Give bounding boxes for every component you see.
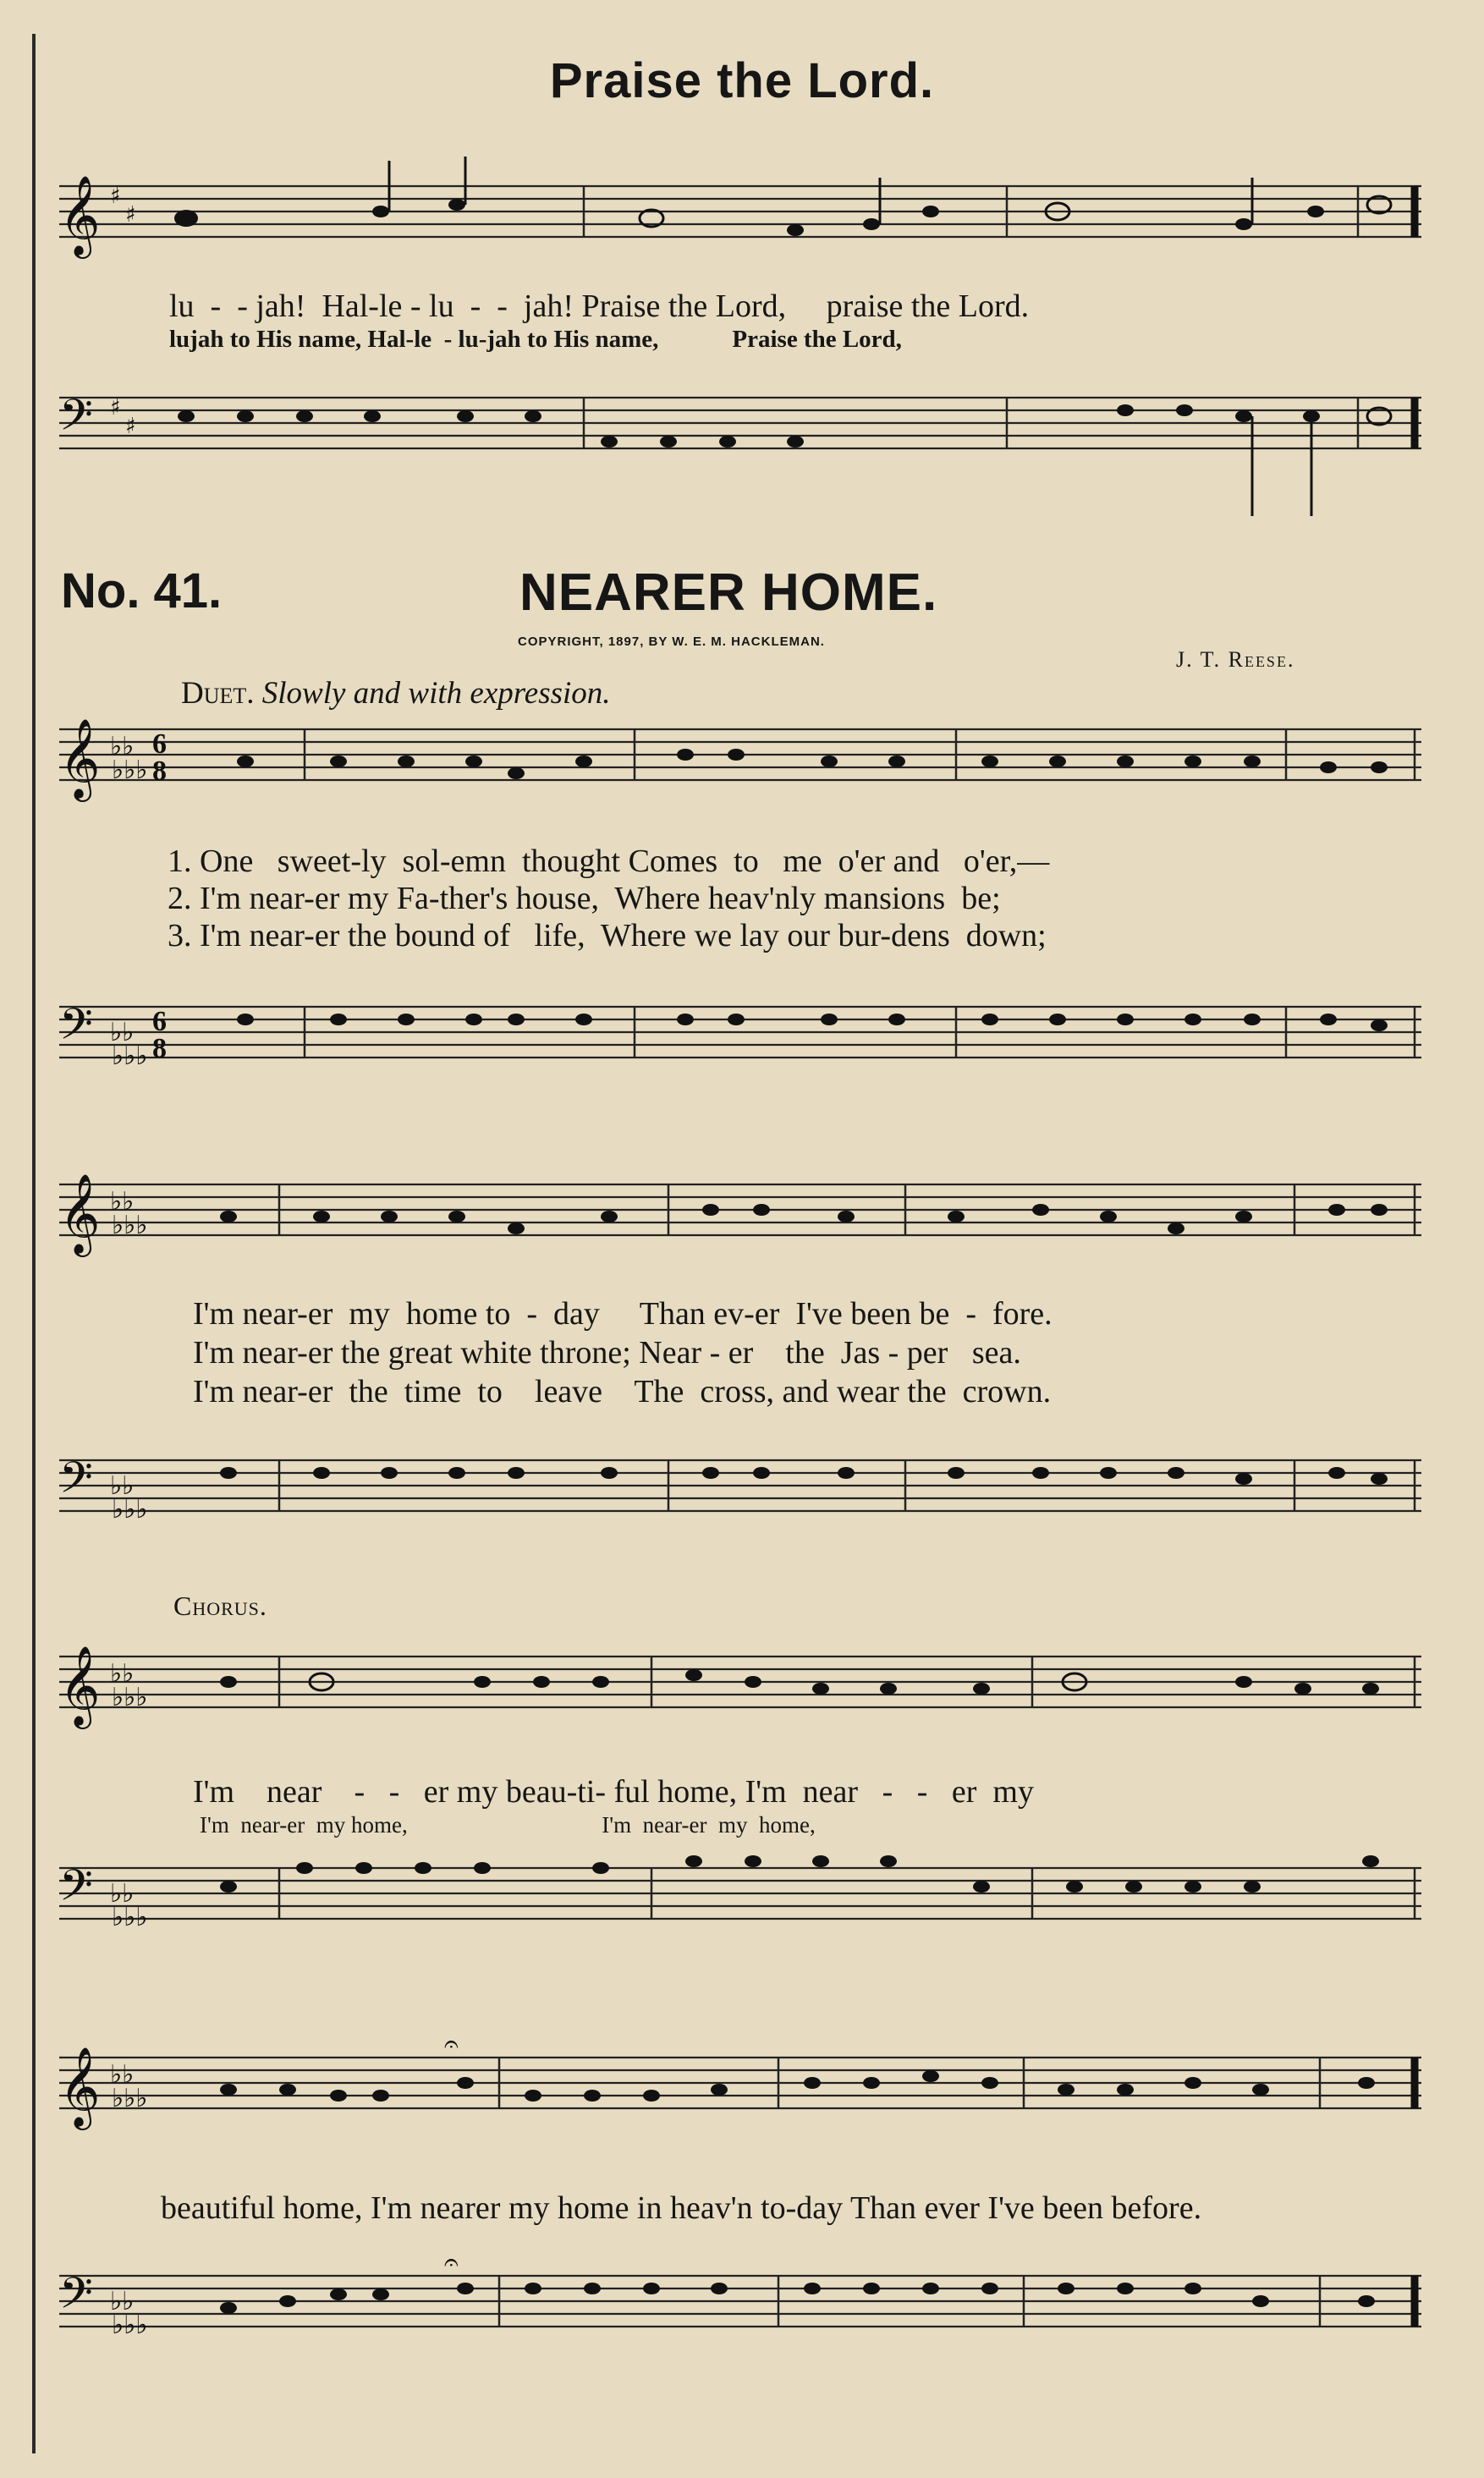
svg-text:8: 8: [152, 1033, 167, 1064]
verse-2-line-2: I'm near-er the great white throne; Near - er the Jas - per sea.: [193, 1335, 1021, 1371]
system1-treble-staff: [59, 718, 1430, 799]
top-bass-staff: [59, 389, 1430, 465]
verses-line1: [168, 843, 1049, 954]
flat-icon: ♭♭♭: [112, 1211, 148, 1240]
chorus1-treble-staff: [59, 1646, 1430, 1726]
fermata-icon: 𝄐: [444, 2030, 459, 2059]
flat-icon: ♭♭: [110, 732, 135, 761]
treble-clef-icon: 𝄞: [59, 2047, 101, 2127]
chorus2-treble-staff: [59, 2030, 1430, 2127]
chorus-label: Chorus.: [173, 1591, 267, 1621]
sharp-icon: ♯: [125, 414, 136, 439]
treble-clef-icon: 𝄞: [59, 718, 101, 799]
hymn-voicing-tempo: [181, 675, 611, 712]
treble-clef-icon: 𝄞: [59, 175, 101, 255]
hymn-copyright: COPYRIGHT, 1897, BY W. E. M. HACKLEMAN.: [518, 635, 825, 649]
top-treble-staff: [59, 175, 1430, 255]
system1-bass-staff: [59, 998, 1430, 1074]
chorus-echo-line: I'm near-er my home, I'm near-er my home,: [200, 1812, 816, 1838]
flat-icon: ♭♭: [110, 1187, 135, 1217]
fermata-icon: 𝄐: [444, 2248, 459, 2277]
bass-clef-icon: 𝄢: [59, 998, 93, 1060]
treble-clef-icon: 𝄞: [59, 1646, 101, 1726]
chorus-line-1: I'm near - - er my beau-ti- ful home, I'm near - - er my: [193, 1774, 1034, 1810]
sharp-icon: ♯: [110, 184, 121, 209]
flat-icon: ♭♭♭: [112, 1683, 148, 1712]
hymn-number: No. 41.: [61, 563, 223, 618]
hymn-voicing: Duet.: [181, 676, 255, 711]
svg-text:6: 6: [152, 728, 167, 760]
treble-clef-icon: 𝄞: [59, 1173, 101, 1254]
system2-bass-staff: [59, 1452, 1430, 1528]
verse-1-line-1: 1. One sweet-ly sol-emn thought Comes to me o'er and o'er,—: [168, 843, 1050, 879]
flat-icon: ♭♭: [110, 1879, 135, 1909]
system2-treble-staff: [59, 1173, 1430, 1254]
bass-clef-icon: 𝄢: [59, 2267, 93, 2329]
flat-icon: ♭♭♭: [112, 1903, 148, 1932]
flat-icon: ♭♭♭: [112, 2310, 148, 2340]
bass-clef-icon: 𝄢: [59, 389, 93, 451]
chorus1-bass-staff: [59, 1860, 1430, 1936]
flat-icon: ♭♭♭: [112, 755, 148, 785]
top-hymn-lyric-sub: lujah to His name, Hal-le - lu-jah to His name, Praise the Lord,: [169, 326, 902, 353]
verses-line2: [193, 1294, 1053, 1411]
chorus2-bass-staff: [59, 2248, 1430, 2343]
top-hymn-title: Praise the Lord.: [549, 53, 935, 108]
flat-icon: ♭♭♭: [112, 2084, 148, 2113]
flat-icon: ♭♭♭: [112, 1495, 148, 1525]
svg-text:8: 8: [152, 755, 167, 787]
hymn-composer: J. T. Reese.: [1176, 647, 1295, 672]
flat-icon: ♭♭: [110, 2287, 135, 2316]
page-edge-rule: [32, 34, 36, 2453]
verse-1-line-2: I'm near-er my home to - day Than ev-er I've been be - fore.: [193, 1296, 1053, 1332]
flat-icon: ♭♭♭: [112, 1041, 148, 1071]
svg-text:6: 6: [152, 1006, 167, 1037]
top-hymn-lyric-main: lu - - jah! Hal-le - lu - - jah! Praise the Lord, praise the Lord.: [169, 288, 1030, 324]
verse-3-line-2: I'm near-er the time to leave The cross, and wear the crown.: [193, 1374, 1052, 1409]
flat-icon: ♭♭: [110, 1018, 135, 1047]
bass-clef-icon: 𝄢: [59, 1860, 93, 1921]
hymn-title: NEARER HOME.: [519, 563, 938, 622]
verse-3-line-1: 3. I'm near-er the bound of life, Where we lay our bur-dens down;: [168, 918, 1047, 953]
hymn-tempo: Slowly and with expression.: [261, 676, 611, 711]
verse-2-line-1: 2. I'm near-er my Fa-ther's house, Where heav'nly mansions be;: [168, 881, 1001, 916]
flat-icon: ♭♭: [110, 2060, 135, 2090]
flat-icon: ♭♭: [110, 1471, 135, 1501]
bass-clef-icon: 𝄢: [59, 1452, 93, 1514]
sharp-icon: ♯: [125, 202, 136, 228]
chorus-line-2: beautiful home, I'm nearer my home in heav'n to-day Than ever I've been before.: [161, 2190, 1202, 2226]
sharp-icon: ♯: [110, 395, 121, 420]
flat-icon: ♭♭: [110, 1659, 135, 1689]
